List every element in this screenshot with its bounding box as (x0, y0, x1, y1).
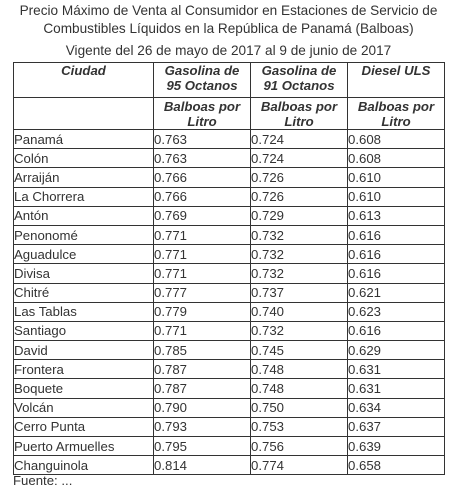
table-unit-row (14, 98, 445, 130)
city-cell: Volcán (14, 398, 154, 417)
table-row (14, 225, 445, 244)
unit-line-2: Litro (284, 113, 314, 129)
gasoline-91-price: 0.774 (251, 456, 348, 475)
city-cell: Aguadulce (14, 245, 154, 264)
gasoline-91-price: 0.732 (251, 245, 348, 264)
header-gasoline-91 (251, 63, 348, 98)
header-gasoline-95-line-1: Gasolina de (164, 63, 240, 78)
diesel-price: 0.629 (348, 341, 445, 360)
gasoline-95-price: 0.771 (154, 321, 251, 340)
diesel-price: 0.616 (348, 225, 445, 244)
gasoline-91-price: 0.737 (251, 283, 348, 302)
diesel-price: 0.634 (348, 398, 445, 417)
header-city-label: Ciudad (61, 63, 106, 78)
city-cell: Las Tablas (14, 302, 154, 321)
diesel-price: 0.616 (348, 264, 445, 283)
unit-line-1: Balboas por (163, 98, 241, 114)
diesel-price: 0.631 (348, 379, 445, 398)
city-cell: La Chorrera (14, 187, 154, 206)
source-note: Fuente: ... (13, 473, 73, 488)
gasoline-95-price: 0.787 (154, 379, 251, 398)
gasoline-95-price: 0.814 (154, 456, 251, 475)
gasoline-91-price: 0.732 (251, 321, 348, 340)
header-gasoline-91-line-1: Gasolina de (261, 63, 337, 78)
diesel-price: 0.613 (348, 206, 445, 225)
gasoline-95-price: 0.779 (154, 302, 251, 321)
fuel-price-table (13, 62, 445, 475)
gasoline-91-price: 0.756 (251, 437, 348, 456)
gasoline-95-price: 0.771 (154, 245, 251, 264)
unit-line-1: Balboas por (357, 98, 435, 114)
diesel-price: 0.631 (348, 360, 445, 379)
diesel-price: 0.610 (348, 168, 445, 187)
table-row (14, 341, 445, 360)
gasoline-95-price: 0.787 (154, 360, 251, 379)
unit-line-1: Balboas por (260, 98, 338, 114)
diesel-price: 0.616 (348, 321, 445, 340)
header-gasoline-95-line-2: 95 Octanos (166, 78, 238, 93)
unit-line-2: Litro (381, 113, 411, 129)
gasoline-91-price: 0.724 (251, 149, 348, 168)
city-cell: Cerro Punta (14, 417, 154, 436)
header-city (14, 63, 154, 98)
title-line-2: Combustibles Líquidos en la República de Panamá (Balboas) (43, 21, 414, 36)
header-gasoline-91-line-2: 91 Octanos (263, 78, 335, 93)
table-row (14, 149, 445, 168)
diesel-price: 0.637 (348, 417, 445, 436)
city-cell: David (14, 341, 154, 360)
city-cell: Arraiján (14, 168, 154, 187)
diesel-price: 0.658 (348, 456, 445, 475)
city-cell: Changuinola (14, 456, 154, 475)
gasoline-91-price: 0.732 (251, 225, 348, 244)
table-row (14, 302, 445, 321)
gasoline-95-price: 0.777 (154, 283, 251, 302)
table-row (14, 437, 445, 456)
table-row (14, 321, 445, 340)
table-row (14, 379, 445, 398)
gasoline-91-price: 0.740 (251, 302, 348, 321)
city-cell: Colón (14, 149, 154, 168)
gasoline-95-price: 0.763 (154, 149, 251, 168)
diesel-price: 0.610 (348, 187, 445, 206)
gasoline-95-price: 0.795 (154, 437, 251, 456)
gasoline-91-price: 0.748 (251, 379, 348, 398)
table-row (14, 130, 445, 149)
unit-diesel (348, 98, 445, 130)
validity-subtitle: Vigente del 26 de mayo de 2017 al 9 de junio de 2017 (65, 43, 392, 58)
header-gasoline-95 (154, 63, 251, 98)
city-cell: Divisa (14, 264, 154, 283)
unit-gasoline-91 (251, 98, 348, 130)
table-row (14, 187, 445, 206)
diesel-price: 0.623 (348, 302, 445, 321)
city-cell: Puerto Armuelles (14, 437, 154, 456)
table-row (14, 283, 445, 302)
gasoline-95-price: 0.785 (154, 341, 251, 360)
table-row (14, 206, 445, 225)
table-row (14, 398, 445, 417)
gasoline-91-price: 0.724 (251, 130, 348, 149)
gasoline-91-price: 0.753 (251, 417, 348, 436)
diesel-price: 0.608 (348, 130, 445, 149)
document-title (0, 2, 457, 38)
diesel-price: 0.639 (348, 437, 445, 456)
gasoline-95-price: 0.793 (154, 417, 251, 436)
gasoline-95-price: 0.766 (154, 168, 251, 187)
table-row (14, 264, 445, 283)
city-cell: Frontera (14, 360, 154, 379)
gasoline-95-price: 0.766 (154, 187, 251, 206)
header-diesel-label: Diesel ULS (361, 63, 431, 78)
gasoline-91-price: 0.729 (251, 206, 348, 225)
table-header-row (14, 63, 445, 98)
gasoline-91-price: 0.726 (251, 187, 348, 206)
table-row (14, 417, 445, 436)
diesel-price: 0.621 (348, 283, 445, 302)
gasoline-91-price: 0.750 (251, 398, 348, 417)
table-row (14, 360, 445, 379)
city-cell: Panamá (14, 130, 154, 149)
gasoline-95-price: 0.769 (154, 206, 251, 225)
gasoline-95-price: 0.771 (154, 264, 251, 283)
city-cell: Boquete (14, 379, 154, 398)
table-body (14, 130, 445, 475)
city-cell: Santiago (14, 321, 154, 340)
gasoline-91-price: 0.748 (251, 360, 348, 379)
city-cell: Antón (14, 206, 154, 225)
table-row (14, 168, 445, 187)
diesel-price: 0.608 (348, 149, 445, 168)
city-cell: Chitré (14, 283, 154, 302)
gasoline-95-price: 0.763 (154, 130, 251, 149)
unit-empty-cell (14, 98, 154, 130)
gasoline-91-price: 0.745 (251, 341, 348, 360)
table-row (14, 456, 445, 475)
title-line-1: Precio Máximo de Venta al Consumidor en Estaciones de Servicio de (19, 3, 438, 18)
unit-line-2: Litro (187, 113, 217, 129)
gasoline-91-price: 0.732 (251, 264, 348, 283)
unit-gasoline-95 (154, 98, 251, 130)
diesel-price: 0.616 (348, 245, 445, 264)
gasoline-95-price: 0.790 (154, 398, 251, 417)
gasoline-91-price: 0.726 (251, 168, 348, 187)
header-diesel (348, 63, 445, 98)
table-row (14, 245, 445, 264)
city-cell: Penonomé (14, 225, 154, 244)
gasoline-95-price: 0.771 (154, 225, 251, 244)
